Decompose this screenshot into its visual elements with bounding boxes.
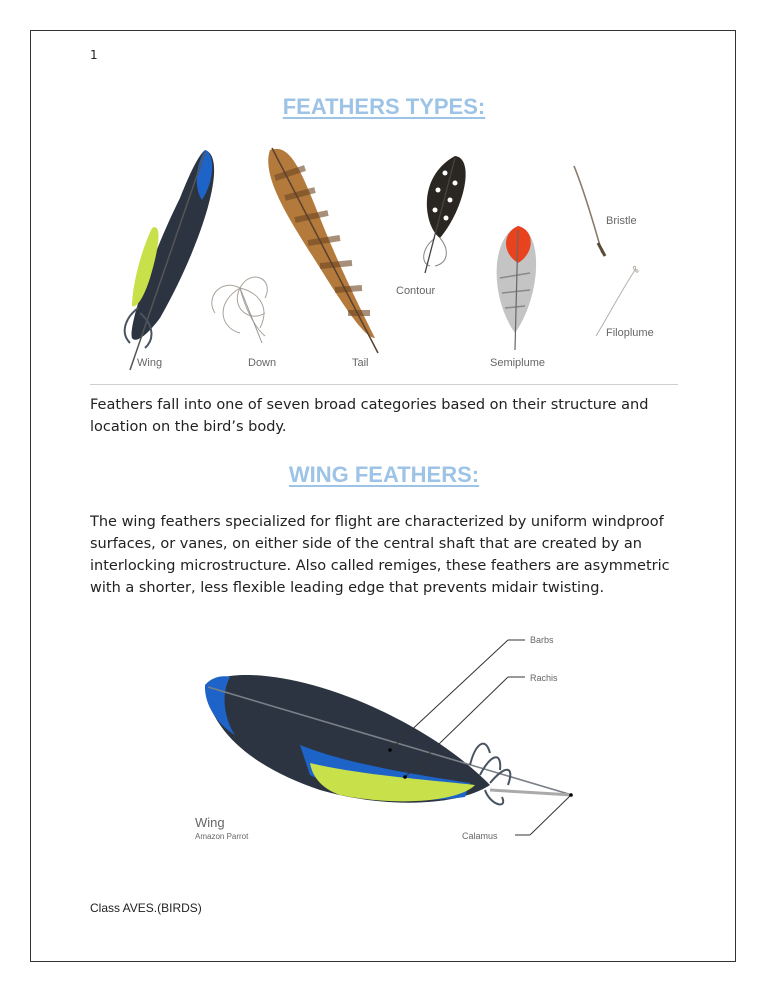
wing-label: Wing xyxy=(137,357,163,369)
feather-types-figure xyxy=(90,138,678,378)
semiplume-label: Semiplume xyxy=(490,357,546,369)
bristle-label: Bristle xyxy=(606,215,637,227)
page-number: 1 xyxy=(90,48,98,62)
figure-divider xyxy=(90,384,678,385)
wing-feather-diagram xyxy=(190,625,590,855)
feathers-types-heading: FEATHERS TYPES: xyxy=(282,94,486,119)
rachis-label: Rachis xyxy=(530,673,558,683)
wing-title-label: Wing xyxy=(195,815,225,830)
amazon-parrot-label: Amazon Parrot xyxy=(195,832,249,841)
wing-feathers-heading: WING FEATHERS: xyxy=(288,462,480,487)
feathers-intro-paragraph: Feathers fall into one of seven broad categories based on their structure and location on the bird’s body. xyxy=(90,397,649,435)
barbs-label: Barbs xyxy=(530,635,554,645)
down-label: Down xyxy=(248,357,277,369)
filoplume-label: Filoplume xyxy=(606,327,654,339)
wing-feathers-paragraph: The wing feathers specialized for flight are characterized by uniform windproof surfaces, or vanes, on either side of the central shaft that are created by an interlocking microstructure. Also called remiges, these feathers are asymmetric with a shorter, less flexible leading edge that prevents midair twisting. xyxy=(90,514,670,596)
tail-label: Tail xyxy=(352,357,369,369)
contour-label: Contour xyxy=(396,285,436,297)
calamus-label: Calamus xyxy=(462,831,498,841)
wing-feather-drawing xyxy=(205,675,572,804)
page-footer: Class AVES.(BIRDS) xyxy=(90,901,202,915)
